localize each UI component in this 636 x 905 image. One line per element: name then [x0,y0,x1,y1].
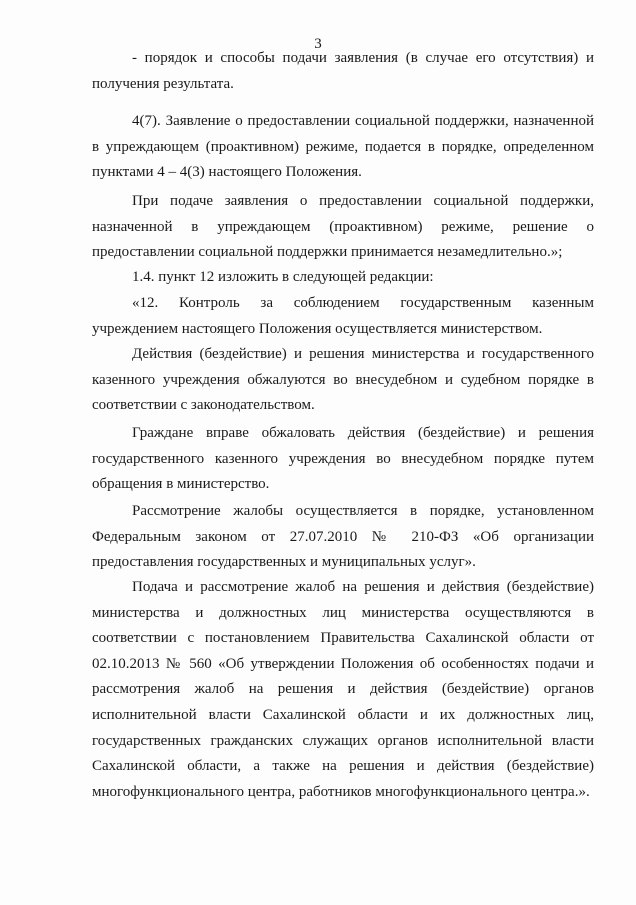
paragraph-6: Действия (бездействие) и решения министерства и государственного казенного учреждения обжалуются во внесудебном и судебном порядке в соответствии с законодательством. [92,346,594,414]
paragraph-8: Рассмотрение жалобы осуществляется в порядке, установленном Федеральным законом от 27.07.2010 № 210-ФЗ «Об организации предоставления государственных и муниципальных услуг». [92,503,594,571]
paragraph-5: «12. Контроль за соблюдением государственным казенным учреждением настоящего Положения осуществляется министерством. [92,295,594,337]
paragraph-3: При подаче заявления о предоставлении социальной поддержки, назначенной в упреждающем (проактивном) режиме, решение о предоставлении социальной поддержки принимается незамедлительно.»; [92,193,594,261]
paragraph-4: 1.4. пункт 12 изложить в следующей редакции: [132,269,434,285]
paragraph-1: - порядок и способы подачи заявления (в случае его отсутствия) и получения результата. [92,50,594,92]
paragraph-7: Граждане вправе обжаловать действия (бездействие) и решения государственного казенного учреждения во внесудебном порядке путем обращения в министерство. [92,425,594,493]
paragraph-9: Подача и рассмотрение жалоб на решения и действия (бездействие) министерства и должностных лиц министерства осуществляются в соответствии с постановлением Правительства Сахалинской области от 02.10.2013 № 560 «Об утверждении Положения об особенностях подачи и рассмотрения жалоб на решения и действия (бездействие) органов исполнительной власти Сахалинской области и их должностных лиц, государственных гражданских служащих органов исполнительной власти Сахалинской области, а также на решения и действия (бездействие) многофункционального центра, работников многофункционального центра.». [92,579,594,800]
paragraph-2: 4(7). Заявление о предоставлении социальной поддержки, назначенной в упреждающем (проактивном) режиме, подается в порядке, определенном пунктами 4 – 4(3) настоящего Положения. [92,113,594,181]
page-number: 3 [314,36,322,52]
